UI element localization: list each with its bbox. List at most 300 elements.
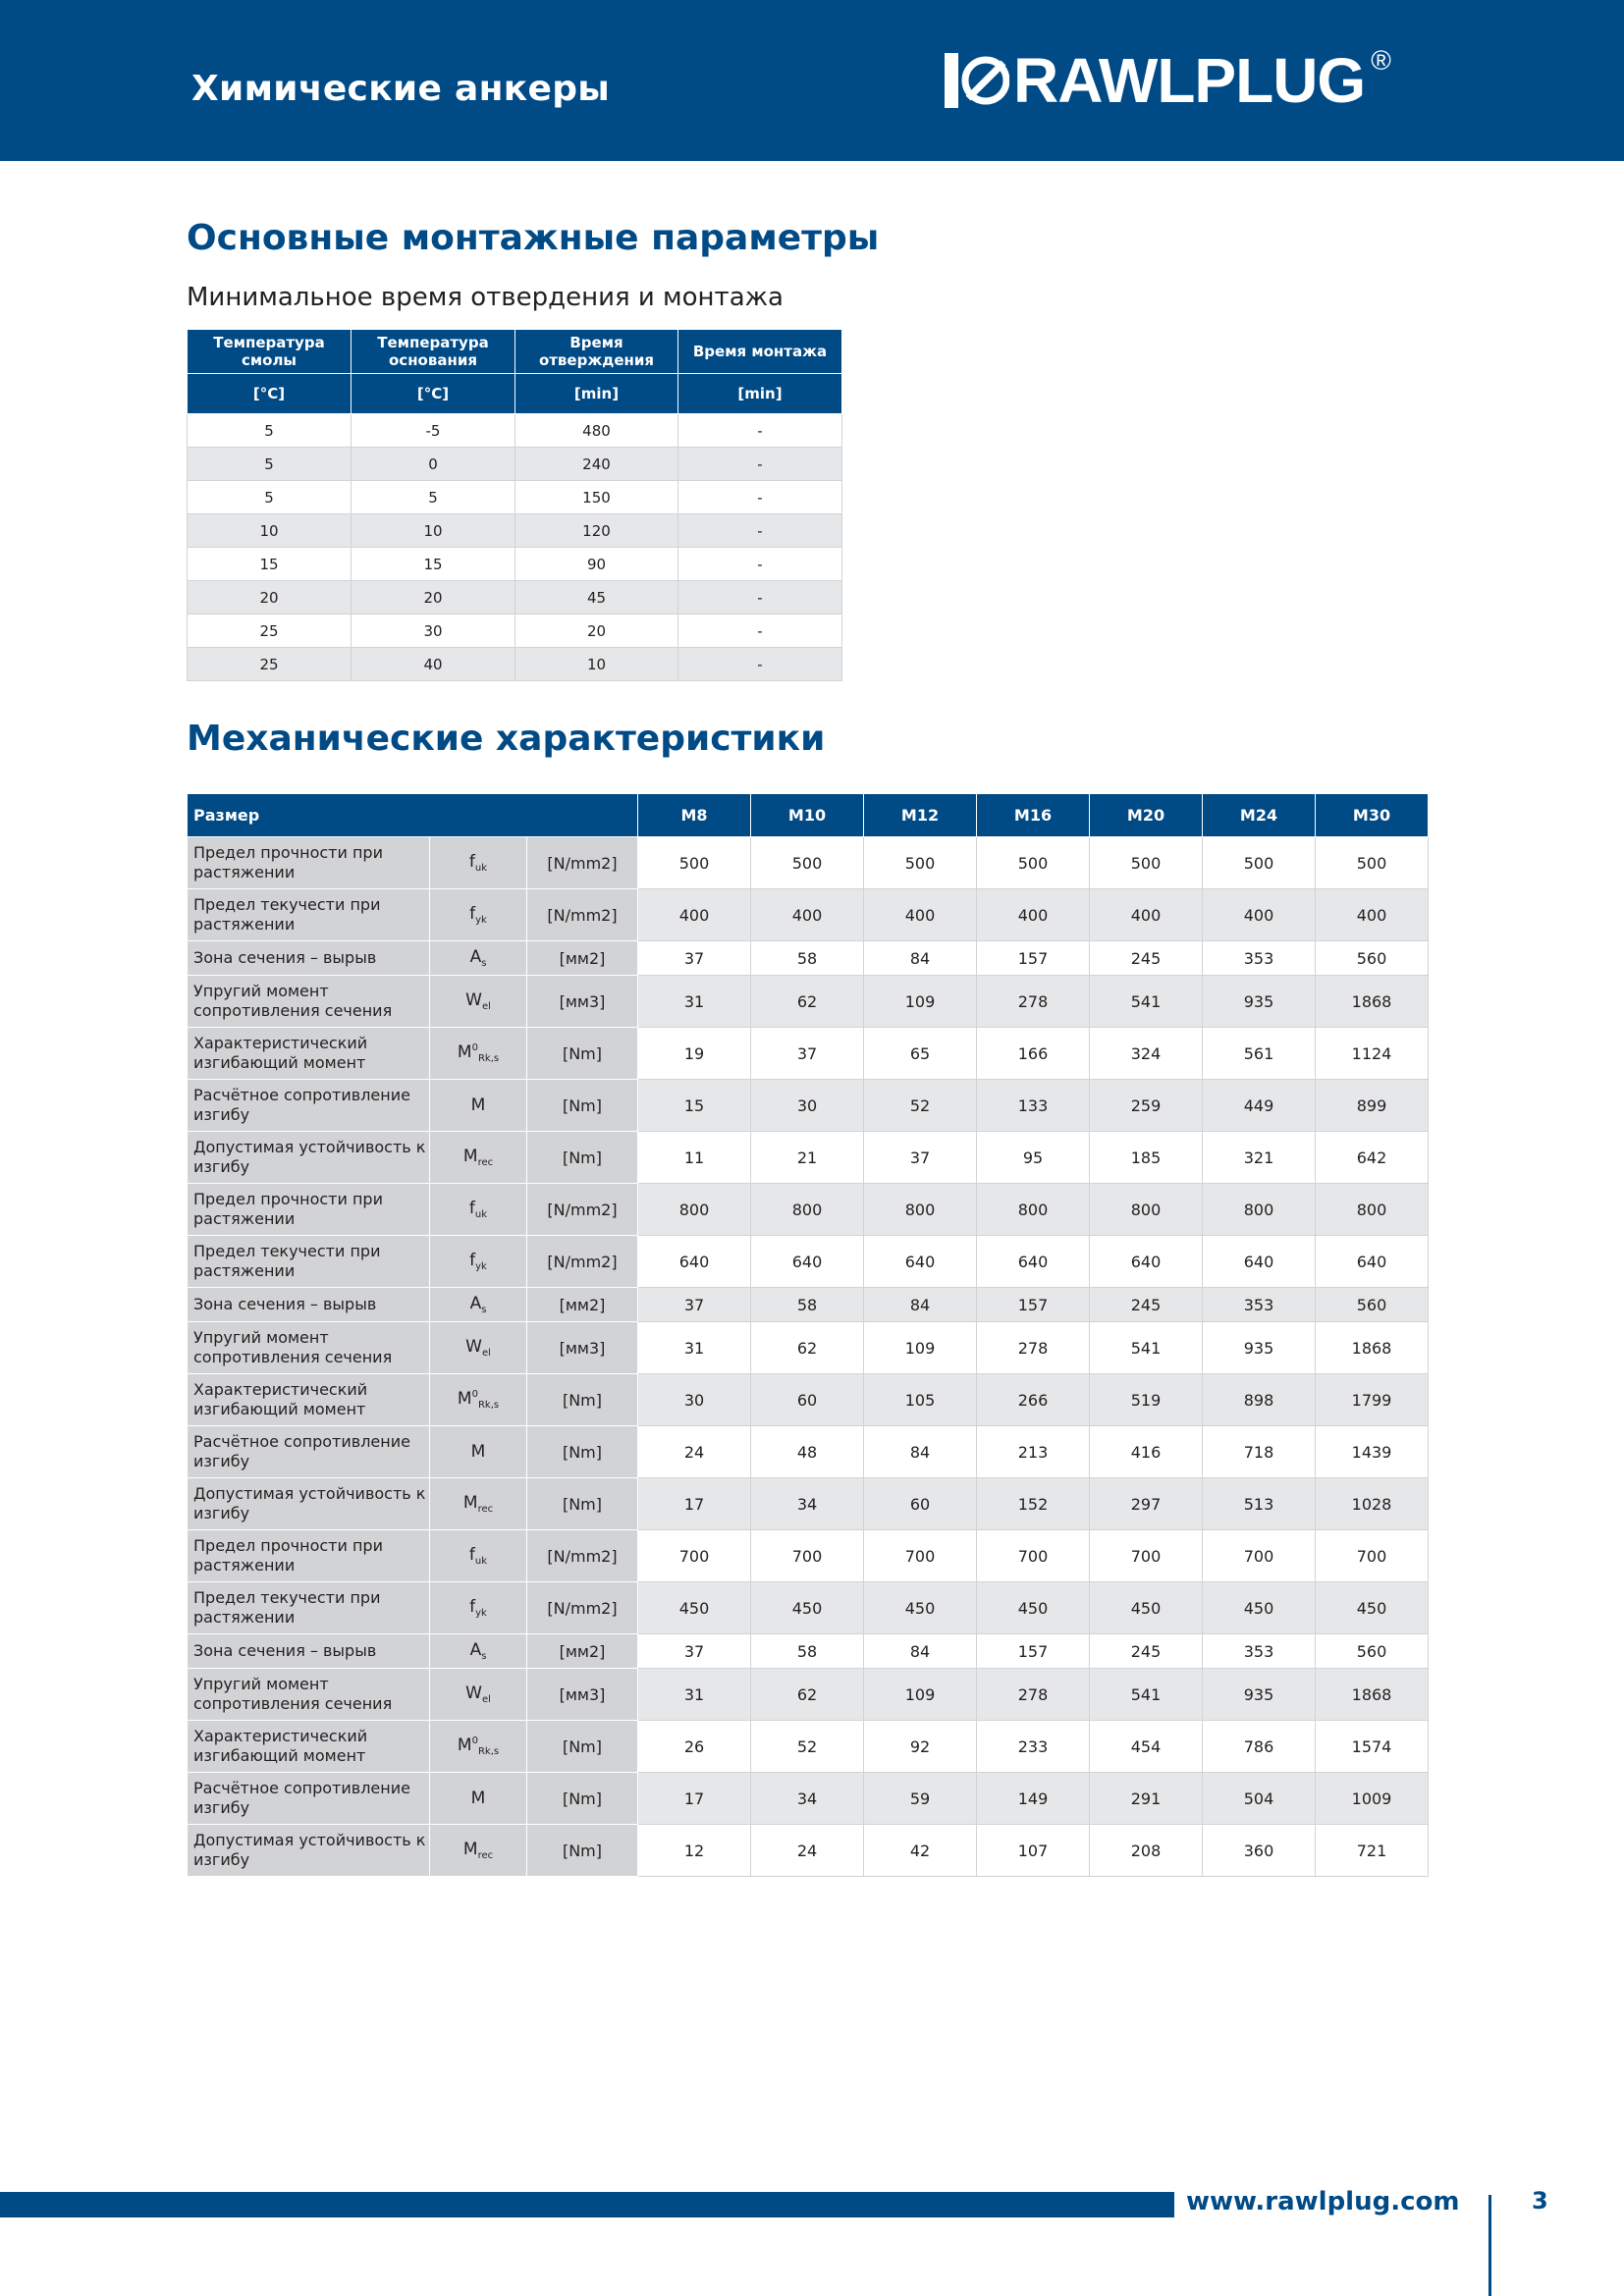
value-cell: 640 [1316, 1236, 1429, 1288]
property-symbol [430, 1184, 527, 1236]
table-row [188, 1582, 1429, 1634]
value-cell: 541 [1090, 1669, 1203, 1721]
symbol-subscript: rec [477, 1850, 494, 1861]
table-cell: - [678, 614, 842, 648]
table-cell: 5 [188, 448, 352, 481]
property-label: Упругий момент сопротивления сечения [188, 1322, 430, 1374]
value-cell: 800 [1090, 1184, 1203, 1236]
table-cell: 40 [352, 648, 515, 681]
value-cell: 500 [638, 837, 751, 889]
value-cell: 560 [1316, 941, 1429, 976]
value-cell: 450 [751, 1582, 864, 1634]
value-cell: 400 [751, 889, 864, 941]
value-cell: 37 [751, 1028, 864, 1080]
value-cell: 31 [638, 976, 751, 1028]
value-cell: 700 [1203, 1530, 1316, 1582]
table-row [188, 548, 842, 581]
rawlplug-logo-icon [945, 53, 1009, 108]
value-cell: 11 [638, 1132, 751, 1184]
property-label: Упругий момент сопротивления сечения [188, 1669, 430, 1721]
value-cell: 450 [1203, 1582, 1316, 1634]
value-cell: 700 [864, 1530, 977, 1582]
value-cell: 278 [977, 1669, 1090, 1721]
value-cell: 640 [864, 1236, 977, 1288]
value-cell: 450 [864, 1582, 977, 1634]
property-symbol [430, 1478, 527, 1530]
table-row [188, 837, 1429, 889]
value-cell: 34 [751, 1478, 864, 1530]
table-cell: 15 [352, 548, 515, 581]
value-cell: 62 [751, 1322, 864, 1374]
value-cell: 1868 [1316, 1322, 1429, 1374]
property-unit: [Nm] [527, 1132, 638, 1184]
symbol-subscript: el [481, 1348, 491, 1359]
value-cell: 149 [977, 1773, 1090, 1825]
table-row [188, 976, 1429, 1028]
property-label: Зона сечения – вырыв [188, 1288, 430, 1322]
value-cell: 1868 [1316, 976, 1429, 1028]
symbol-letter: M [470, 1095, 486, 1115]
property-symbol [430, 1669, 527, 1721]
page-number: 3 [1532, 2187, 1548, 2215]
symbol-subscript: Rk,s [477, 1053, 500, 1064]
value-cell: 800 [864, 1184, 977, 1236]
property-label: Характеристический изгибающий момент [188, 1721, 430, 1773]
value-cell: 400 [977, 889, 1090, 941]
table-row [188, 414, 842, 448]
unit-header: [°C] [352, 374, 515, 414]
value-cell: 1574 [1316, 1721, 1429, 1773]
symbol-letter: M [470, 1789, 486, 1808]
property-unit: [Nm] [527, 1374, 638, 1426]
property-unit: [N/mm2] [527, 1184, 638, 1236]
value-cell: 800 [1203, 1184, 1316, 1236]
value-cell: 1028 [1316, 1478, 1429, 1530]
property-label: Расчётное сопротивление изгибу [188, 1080, 430, 1132]
table-cell: - [678, 648, 842, 681]
symbol-letter: W [465, 1337, 482, 1357]
size-column-m16: M16 [977, 794, 1090, 837]
symbol-subscript: uk [474, 1556, 488, 1567]
value-cell: 109 [864, 1322, 977, 1374]
value-cell: 166 [977, 1028, 1090, 1080]
value-cell: 400 [864, 889, 977, 941]
property-symbol [430, 837, 527, 889]
value-cell: 718 [1203, 1426, 1316, 1478]
property-symbol [430, 1825, 527, 1877]
value-cell: 519 [1090, 1374, 1203, 1426]
property-unit: [N/mm2] [527, 1530, 638, 1582]
unit-header: [min] [678, 374, 842, 414]
value-cell: 541 [1090, 1322, 1203, 1374]
value-cell: 31 [638, 1322, 751, 1374]
value-cell: 24 [751, 1825, 864, 1877]
section-subheading: Минимальное время отвердения и монтажа [187, 283, 784, 312]
property-symbol [430, 1322, 527, 1374]
value-cell: 24 [638, 1426, 751, 1478]
value-cell: 245 [1090, 1288, 1203, 1322]
table-cell: 25 [188, 648, 352, 681]
value-cell: 233 [977, 1721, 1090, 1773]
property-unit: [Nm] [527, 1426, 638, 1478]
table-row [188, 1028, 1429, 1080]
footer-divider [1489, 2195, 1491, 2296]
value-cell: 62 [751, 976, 864, 1028]
value-cell: 640 [977, 1236, 1090, 1288]
table-row [188, 889, 1429, 941]
table-cell: 480 [515, 414, 678, 448]
column-header: Температура основания [352, 330, 515, 374]
value-cell: 700 [1090, 1530, 1203, 1582]
value-cell: 58 [751, 1634, 864, 1669]
value-cell: 245 [1090, 941, 1203, 976]
value-cell: 324 [1090, 1028, 1203, 1080]
value-cell: 84 [864, 941, 977, 976]
table-row [188, 1374, 1429, 1426]
property-label: Характеристический изгибающий момент [188, 1028, 430, 1080]
value-cell: 700 [751, 1530, 864, 1582]
property-unit: [мм2] [527, 1288, 638, 1322]
symbol-letter: f [468, 1545, 475, 1565]
table-cell: - [678, 414, 842, 448]
column-header: Время отверждения [515, 330, 678, 374]
property-unit: [Nm] [527, 1825, 638, 1877]
table-row [188, 1721, 1429, 1773]
property-unit: [Nm] [527, 1028, 638, 1080]
value-cell: 640 [1203, 1236, 1316, 1288]
value-cell: 84 [864, 1288, 977, 1322]
table-row [188, 1322, 1429, 1374]
property-symbol [430, 1374, 527, 1426]
table-cell: 20 [188, 581, 352, 614]
symbol-letter: M [457, 1042, 472, 1062]
value-cell: 400 [1316, 889, 1429, 941]
property-label: Предел текучести при растяжении [188, 889, 430, 941]
table-row [188, 1478, 1429, 1530]
value-cell: 353 [1203, 941, 1316, 976]
property-symbol [430, 1236, 527, 1288]
property-label: Характеристический изгибающий момент [188, 1374, 430, 1426]
property-unit: [N/mm2] [527, 837, 638, 889]
value-cell: 899 [1316, 1080, 1429, 1132]
header-bar [0, 0, 1624, 161]
value-cell: 500 [864, 837, 977, 889]
value-cell: 65 [864, 1028, 977, 1080]
value-cell: 642 [1316, 1132, 1429, 1184]
property-label: Зона сечения – вырыв [188, 941, 430, 976]
value-cell: 157 [977, 1634, 1090, 1669]
value-cell: 107 [977, 1825, 1090, 1877]
symbol-letter: f [469, 1251, 476, 1270]
value-cell: 133 [977, 1080, 1090, 1132]
symbol-subscript: el [481, 1001, 491, 1012]
value-cell: 15 [638, 1080, 751, 1132]
value-cell: 58 [751, 1288, 864, 1322]
property-label: Предел текучести при растяжении [188, 1236, 430, 1288]
property-label: Расчётное сопротивление изгибу [188, 1426, 430, 1478]
value-cell: 259 [1090, 1080, 1203, 1132]
mechanical-properties-table [187, 793, 1429, 1877]
size-header: Размер [188, 794, 638, 837]
value-cell: 37 [638, 941, 751, 976]
value-cell: 60 [864, 1478, 977, 1530]
table-row [188, 1669, 1429, 1721]
column-header: Температура смолы [188, 330, 352, 374]
table-cell: 15 [188, 548, 352, 581]
value-cell: 700 [977, 1530, 1090, 1582]
table-row [188, 1426, 1429, 1478]
footer-url: www.rawlplug.com [1186, 2187, 1460, 2216]
size-column-m30: M30 [1316, 794, 1429, 837]
symbol-letter: M [462, 1840, 478, 1859]
value-cell: 504 [1203, 1773, 1316, 1825]
value-cell: 21 [751, 1132, 864, 1184]
property-unit: [Nm] [527, 1478, 638, 1530]
property-symbol [430, 1080, 527, 1132]
property-label: Допустимая устойчивость к изгибу [188, 1132, 430, 1184]
value-cell: 52 [864, 1080, 977, 1132]
symbol-superscript: 0 [471, 1042, 478, 1053]
symbol-subscript: s [481, 1651, 487, 1662]
property-symbol [430, 1582, 527, 1634]
value-cell: 1009 [1316, 1773, 1429, 1825]
value-cell: 109 [864, 1669, 977, 1721]
property-label: Предел текучести при растяжении [188, 1582, 430, 1634]
value-cell: 157 [977, 1288, 1090, 1322]
property-symbol [430, 1721, 527, 1773]
value-cell: 935 [1203, 976, 1316, 1028]
value-cell: 1799 [1316, 1374, 1429, 1426]
property-label: Упругий момент сопротивления сечения [188, 976, 430, 1028]
value-cell: 800 [977, 1184, 1090, 1236]
value-cell: 62 [751, 1669, 864, 1721]
table-row [188, 1825, 1429, 1877]
table-row [188, 1530, 1429, 1582]
property-symbol [430, 1028, 527, 1080]
table-cell: - [678, 548, 842, 581]
symbol-letter: M [462, 1493, 478, 1513]
symbol-letter: f [469, 1597, 476, 1617]
value-cell: 786 [1203, 1721, 1316, 1773]
value-cell: 513 [1203, 1478, 1316, 1530]
footer-bar [0, 2192, 1174, 2217]
property-label: Допустимая устойчивость к изгибу [188, 1478, 430, 1530]
value-cell: 34 [751, 1773, 864, 1825]
symbol-letter: A [469, 1294, 482, 1313]
symbol-subscript: s [481, 1305, 487, 1315]
value-cell: 245 [1090, 1634, 1203, 1669]
value-cell: 561 [1203, 1028, 1316, 1080]
value-cell: 400 [1090, 889, 1203, 941]
value-cell: 700 [1316, 1530, 1429, 1582]
value-cell: 58 [751, 941, 864, 976]
value-cell: 95 [977, 1132, 1090, 1184]
symbol-subscript: yk [475, 915, 487, 926]
symbol-subscript: rec [477, 1157, 494, 1168]
table-cell: 120 [515, 514, 678, 548]
value-cell: 37 [638, 1288, 751, 1322]
value-cell: 208 [1090, 1825, 1203, 1877]
value-cell: 935 [1203, 1669, 1316, 1721]
table-cell: - [678, 581, 842, 614]
value-cell: 400 [1203, 889, 1316, 941]
symbol-superscript: 0 [471, 1735, 478, 1746]
property-unit: [Nm] [527, 1721, 638, 1773]
value-cell: 640 [751, 1236, 864, 1288]
symbol-subscript: yk [475, 1261, 487, 1272]
table-cell: 0 [352, 448, 515, 481]
symbol-letter: W [465, 990, 482, 1010]
table-cell: 5 [352, 481, 515, 514]
property-unit: [N/mm2] [527, 1236, 638, 1288]
value-cell: 59 [864, 1773, 977, 1825]
value-cell: 84 [864, 1426, 977, 1478]
symbol-letter: M [457, 1389, 472, 1409]
value-cell: 152 [977, 1478, 1090, 1530]
table-row [188, 1634, 1429, 1669]
table-cell: 150 [515, 481, 678, 514]
value-cell: 898 [1203, 1374, 1316, 1426]
value-cell: 42 [864, 1825, 977, 1877]
value-cell: 541 [1090, 976, 1203, 1028]
size-column-m10: M10 [751, 794, 864, 837]
table-cell: - [678, 514, 842, 548]
property-symbol [430, 1530, 527, 1582]
table-cell: 30 [352, 614, 515, 648]
value-cell: 935 [1203, 1322, 1316, 1374]
value-cell: 321 [1203, 1132, 1316, 1184]
property-symbol [430, 889, 527, 941]
value-cell: 52 [751, 1721, 864, 1773]
size-column-m12: M12 [864, 794, 977, 837]
table-row [188, 481, 842, 514]
table-cell: 90 [515, 548, 678, 581]
property-label: Предел прочности при растяжении [188, 1184, 430, 1236]
property-label: Допустимая устойчивость к изгибу [188, 1825, 430, 1877]
property-label: Расчётное сопротивление изгибу [188, 1773, 430, 1825]
value-cell: 560 [1316, 1634, 1429, 1669]
size-column-m24: M24 [1203, 794, 1316, 837]
value-cell: 500 [1316, 837, 1429, 889]
value-cell: 30 [751, 1080, 864, 1132]
value-cell: 213 [977, 1426, 1090, 1478]
table-cell: 45 [515, 581, 678, 614]
symbol-subscript: s [481, 958, 487, 969]
table-cell: 240 [515, 448, 678, 481]
value-cell: 500 [751, 837, 864, 889]
property-unit: [мм2] [527, 1634, 638, 1669]
value-cell: 800 [751, 1184, 864, 1236]
symbol-subscript: uk [474, 863, 488, 874]
value-cell: 700 [638, 1530, 751, 1582]
table-row [188, 1080, 1429, 1132]
value-cell: 560 [1316, 1288, 1429, 1322]
value-cell: 105 [864, 1374, 977, 1426]
value-cell: 416 [1090, 1426, 1203, 1478]
column-header: Время монтажа [678, 330, 842, 374]
property-label: Предел прочности при растяжении [188, 837, 430, 889]
symbol-letter: M [462, 1147, 478, 1166]
property-symbol [430, 1773, 527, 1825]
symbol-letter: f [468, 1199, 475, 1218]
symbol-subscript: rec [477, 1504, 494, 1515]
table-row [188, 1288, 1429, 1322]
value-cell: 450 [1090, 1582, 1203, 1634]
brand-name: RAWLPLUG [1013, 45, 1366, 116]
value-cell: 1868 [1316, 1669, 1429, 1721]
brand-logo [945, 45, 1391, 116]
table-row [188, 448, 842, 481]
table-cell: -5 [352, 414, 515, 448]
value-cell: 266 [977, 1374, 1090, 1426]
value-cell: 1439 [1316, 1426, 1429, 1478]
value-cell: 278 [977, 1322, 1090, 1374]
value-cell: 640 [1090, 1236, 1203, 1288]
curing-time-table [187, 329, 842, 681]
table-row [188, 941, 1429, 976]
table-cell: 5 [188, 481, 352, 514]
value-cell: 48 [751, 1426, 864, 1478]
value-cell: 157 [977, 941, 1090, 976]
value-cell: 17 [638, 1773, 751, 1825]
table-row [188, 1773, 1429, 1825]
value-cell: 278 [977, 976, 1090, 1028]
property-symbol [430, 976, 527, 1028]
property-label: Зона сечения – вырыв [188, 1634, 430, 1669]
value-cell: 12 [638, 1825, 751, 1877]
property-unit: [Nm] [527, 1773, 638, 1825]
value-cell: 450 [638, 1582, 751, 1634]
unit-header: [min] [515, 374, 678, 414]
value-cell: 721 [1316, 1825, 1429, 1877]
value-cell: 454 [1090, 1721, 1203, 1773]
property-unit: [мм2] [527, 941, 638, 976]
value-cell: 291 [1090, 1773, 1203, 1825]
table-row [188, 648, 842, 681]
section-heading-mechanical: Механические характеристики [187, 719, 826, 759]
value-cell: 109 [864, 976, 977, 1028]
value-cell: 1124 [1316, 1028, 1429, 1080]
header-title: Химические анкеры [191, 69, 611, 109]
symbol-subscript: Rk,s [477, 1400, 500, 1411]
value-cell: 92 [864, 1721, 977, 1773]
table-cell: - [678, 448, 842, 481]
symbol-subscript: yk [475, 1608, 487, 1619]
property-symbol [430, 941, 527, 976]
symbol-subscript: Rk,s [477, 1746, 500, 1757]
property-symbol [430, 1634, 527, 1669]
property-unit: [мм3] [527, 1669, 638, 1721]
table-cell: 20 [515, 614, 678, 648]
registered-mark: ® [1371, 45, 1391, 76]
property-symbol [430, 1288, 527, 1322]
section-heading-installation: Основные монтажные параметры [187, 218, 880, 258]
value-cell: 353 [1203, 1634, 1316, 1669]
property-label: Предел прочности при растяжении [188, 1530, 430, 1582]
value-cell: 500 [1203, 837, 1316, 889]
table-cell: 10 [515, 648, 678, 681]
value-cell: 500 [1090, 837, 1203, 889]
symbol-subscript: uk [474, 1209, 488, 1220]
table-cell: 10 [352, 514, 515, 548]
table-row [188, 581, 842, 614]
value-cell: 60 [751, 1374, 864, 1426]
property-symbol [430, 1426, 527, 1478]
symbol-letter: f [469, 904, 476, 924]
value-cell: 400 [638, 889, 751, 941]
value-cell: 800 [1316, 1184, 1429, 1236]
value-cell: 17 [638, 1478, 751, 1530]
